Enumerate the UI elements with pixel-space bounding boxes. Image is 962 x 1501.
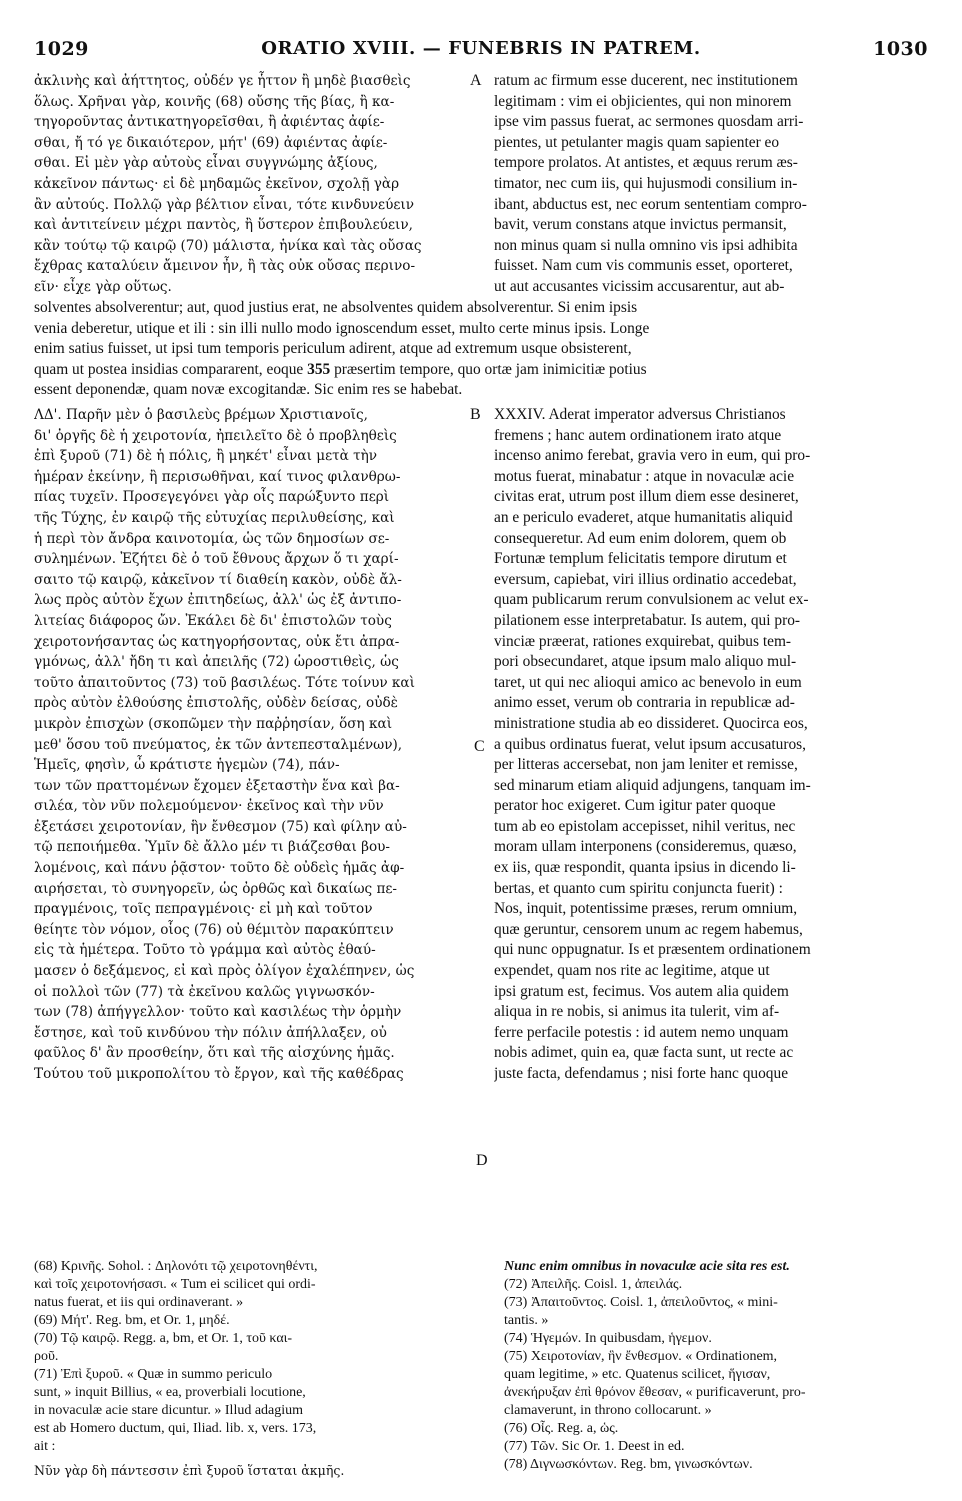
text-line: ut aut accusantes vicissim accusarentur, aut ab- [494, 277, 785, 295]
text-line: τῷ πεποιήμεθα. Ὑμῖν δὲ ἄλλο μέν τι βιάζεσθαι βου- [34, 839, 391, 856]
footnote-line: clamaverunt, in throno collocarunt. » [504, 1403, 712, 1418]
text-line: τοῦτο ἀπαιτοῦντος (73) τοῦ βασιλέως. Τότε τοίνυν καὶ [34, 674, 415, 691]
latin-full-width-text [34, 298, 928, 401]
text-line: civitas erat, utrum post illum diem esse desineret, [494, 488, 799, 506]
text-line: juste facta, defendamus ; nisi forte hanc quoque [494, 1065, 789, 1082]
text-line: sed minarum etiam aliquid adjungens, tanquam im- [494, 776, 811, 794]
footnote-line: (70) Τῷ καιρῷ. Regg. a, bm, et Or. 1, τοῦ και- [34, 1331, 293, 1346]
footnote-line: (78) Διγνωσκόντων. Reg. bm, γινωσκόντων. [504, 1457, 753, 1472]
footnote-line: natus fuerat, et iis qui ordinaverant. » [34, 1295, 244, 1310]
text-line: κἀκεῖνον πάντως· εἰ δὲ μηδαμῶς ἐκεῖνον, σχολῇ γὰρ [34, 175, 400, 192]
text-line: essent deponendæ, quam novæ excogitandæ. Sic enim res se habebat. [34, 381, 463, 399]
text-line: εῖν· εἶχε γὰρ οὕτως. [34, 278, 172, 295]
text-line: τηγοροῦντας ἀντικατηγορεῖσθαι, ἢ ἀφιέντας ἀφίε- [34, 114, 385, 131]
footnote-line: (77) Τῶν. Sic Or. 1. Deest in ed. [504, 1439, 685, 1454]
text-line: tempore prolatos. At antistes, et æquus rerum æs- [494, 154, 798, 172]
text-line: timator, nec cum iis, qui hujusmodi consilium in- [494, 174, 798, 192]
section-marker-d: D [476, 1152, 488, 1169]
text-line: pientes, ut petulanter magis quam sapienter eo [494, 133, 780, 151]
text-line: πίας τυχεῖν. Προσεγεγόνει γὰρ οἷς παρώξυντο περὶ [34, 489, 390, 506]
text-line: ex iis, quæ respondit, quanta ipsius in dicendo li- [494, 859, 796, 877]
section-marker-c: C [474, 738, 485, 755]
footnote-line: ἀνεκήρυξαν ἐπὶ θρόνον ἔθεσαν, « purificaverunt, pro- [504, 1385, 806, 1400]
text-line: ipsi gratum est, fecimus. Vos autem alia quidem [494, 982, 789, 1000]
text-line: Τούτου τοῦ μικροπολίτου τὸ ἔργον, καὶ τῆς καθέδρας [34, 1066, 404, 1082]
footnote-line: (69) Μήτ'. Reg. bm, et Or. 1, μηδέ. [34, 1313, 230, 1328]
text-line: Ἡμεῖς, φησὶν, ὦ κράτιστε ἡγεμὼν (74), πάν- [34, 757, 340, 774]
text-line: eversum, capiebat, viri illius ordinatio accedebat, [494, 570, 797, 588]
text-line: ἂν αὐτούς. Πολλῷ γὰρ βέλτιον εἶναι, τότε κινδυνεύειν [34, 196, 414, 213]
text-line: ἡμέραν ἐκείνην, ἢ περισωθῆναι, καί τινος φιλανθρω- [34, 468, 401, 485]
text-line: ἔχθρας καταλύειν ἄμεινον ἦν, ἢ τὰς οὐκ οὔσας περινο- [34, 258, 416, 275]
text-segment: quam ut postea insidias compararent, eoque [34, 360, 304, 378]
footnote-line: (76) Οἷς. Reg. a, ὡς. [504, 1421, 619, 1436]
text-line: μεθ' ὅσου τοῦ πνεύματος, ἐκ τῶν ἀντεπεσταλμένων), [34, 736, 403, 753]
text-line: ibant, abductus est, nec eorum sententiam compro- [494, 195, 807, 213]
text-line: ministratione studia ab eo dissideret. Quocirca eos, [494, 714, 808, 732]
footnote-line: (71) Ἐπὶ ξυροῦ. « Quæ in summo periculo [34, 1367, 273, 1382]
footnote-line: (68) Κρινῆς. Sohol. : Δηλονότι τῷ χειροτονηθέντι, [34, 1259, 318, 1274]
text-line: καὶ ἀντιτείνειν μέχρι παντὸς, ἢ ὕστερον ἐπιβουλεύειν, [34, 217, 413, 234]
text-line: a quibus ordinatus fuerat, velut ipsum accusaturos, [494, 735, 807, 753]
footnote-line: ait : [34, 1439, 56, 1454]
text-line: μικρὸν ἐπισχὼν (σκοπῶμεν τὴν παῤῥησίαν, ὅση καὶ [34, 715, 393, 732]
footnote-line: (75) Χειροτονίαν, ἣν ἔνθεσμον. « Ordinationem, [504, 1349, 778, 1364]
text-line: bavit, verum constans atque invictus permansit, [494, 216, 787, 234]
text-line: incenso animo ferebat, gravia vero in eum, qui pro- [494, 447, 811, 465]
text-line: των (78) ἀπήγγελλον· τοῦτο καὶ κασιλέως τὴν ὁρμὴν [34, 1004, 402, 1021]
text-line: δι' ὀργῆς δὲ ἡ χειροτονία, ἠπειλεῖτο δὲ ὁ προβληθεὶς [34, 427, 397, 444]
text-line: taret, ut qui nec alioqui amico ac benevolo in eum [494, 673, 802, 691]
text-line: φαῦλος δ' ἂν προσθείην, ὅτι καὶ τῆς αἰσχύνης ἡμᾶς. [34, 1045, 395, 1062]
text-line: λομένοις, καὶ πάνυ ῥᾷστον· τοῦτο δὲ οὐδεὶς ἡμᾶς ἀφ- [34, 860, 405, 877]
footnote-line: Νῦν γὰρ δὴ πάντεσσιν ἐπὶ ξυροῦ ἵσταται ἀκμῆς. [34, 1463, 345, 1478]
text-line: vinciæ præerat, rationes exquirebat, quibus tem- [494, 632, 792, 650]
footnote-line: (72) Ἀπειλῆς. Coisl. 1, ἀπειλάς. [504, 1277, 683, 1292]
text-line: σαιτο τῷ καιρῷ, κἀκεῖνον τί διαθείη κακὸν, οὐδὲ ἄλ- [34, 571, 402, 588]
text-line: ὅλως. Χρῆναι γὰρ, κοινῆς (68) οὔσης τῆς βίας, ἢ κα- [34, 93, 395, 110]
text-line: pilationem esse interpretabatur. Is autem, qui pro- [494, 611, 801, 629]
running-header [34, 38, 928, 68]
footnote-line: καὶ τοῖς χειροτονήσασι. « Tum ei scilicet qui ordi- [34, 1277, 316, 1292]
greek-column-a [34, 71, 472, 298]
text-line: των τῶν πραττομένων ἔχομεν ἐξεταστὴν ἕνα καὶ βα- [34, 777, 400, 794]
text-line: aliqua in re nobis, si animus ita tulerit, vim af- [494, 1003, 780, 1021]
footnote-line: est ab Homero ductum, qui, Iliad. lib. x, vers. 173, [34, 1421, 317, 1436]
text-line: κἂν τούτῳ τῷ καιρῷ (70) μάλιστα, ἡνίκα καὶ τὰς οὔσας [34, 237, 422, 254]
text-line: ἐξετάσει χειροτονίαν, ἣν ἔνθεσμον (75) καὶ φίλην αὐ- [34, 818, 407, 835]
text-line: πραγμένοις, τοῖς πεπραγμένοις· εἰ μὴ καὶ τοῦτον [34, 901, 373, 918]
text-line: fuisset. Nam cum vis communis esset, oporteret, [494, 257, 793, 275]
text-line: Nos, inquit, potentissime præses, rerum omnium, [494, 900, 798, 918]
text-line: qui nunc oppugnatur. Is et præsentem ordinationem [494, 941, 811, 959]
section-marker-b: B [470, 406, 481, 423]
text-line: τῆς Τύχης, ἐν καιρῷ τῆς εὐτυχίας περιλυθείσης, καὶ [34, 509, 395, 526]
section-marker-a: A [470, 72, 482, 89]
text-line: venia deberetur, utique et ili : sin illi nullo modo ignoscendum esset, multo certe minus ipsis. Longe [34, 319, 650, 337]
text-line: moram ullam interponens (consideremus, quæso, [494, 838, 797, 856]
text-line: μασεν ὁ δεξάμενος, εἰ καὶ πρὸς ὀλίγον ἐχαλέπηνεν, ὡς [34, 963, 415, 980]
text-line: αιρήσεται, τὸ συνηγορεῖν, ὡς ὀρθῶς καὶ δικαίως πε- [34, 880, 398, 897]
footnote-line: quam legitime, » etc. Quatenus scilicet, ἥγισαν, [504, 1367, 771, 1382]
text-line: ratum ac firmum esse ducerent, nec institutionem [494, 72, 798, 89]
footnote-line: ροῦ. [34, 1349, 59, 1364]
footnote-line: in novaculæ acie stare dicuntur. » Illud adagium [34, 1403, 304, 1418]
text-line: XXXIV. Aderat imperator adversus Christianos [494, 406, 786, 423]
text-line: χειροτονήσαντας ὡς κατηγορήσοντας, οὐκ ἔτι ἀπρα- [34, 633, 400, 650]
text-line: solventes absolverentur; aut, quod justius erat, ne absolventes quidem absolverentur. Si enim ipsis [34, 299, 638, 316]
page-number-left: 1029 [34, 38, 89, 60]
text-line: ipse vim passus fuerat, ac sermones quosdam arri- [494, 113, 804, 131]
text-line: consequeretur. Ad eum enim dolorem, quem ob [494, 529, 787, 547]
text-line: legitimam : vim ei objicientes, qui non minorem [494, 92, 792, 110]
text-segment: præsertim tempore, quo ortæ jam inimicitiæ potius [334, 360, 647, 378]
text-line: πρὸς αὐτὸν ἐλθούσης ἐπιστολῆς, οὐδὲν δείσας, οὐδὲ [34, 695, 398, 712]
text-line: ἡ περὶ τὸν ἄνδρα καινοτομία, ὡς τῶν δημοσίων σε- [34, 530, 390, 547]
text-line: συλημένων. Ἐζήτει δὲ ὁ τοῦ ἔθνους ἄρχων ὅ τι χαρί- [34, 551, 399, 568]
text-line: εἰς τὰ ἡμέτερα. Τοῦτο τὸ γράμμα καὶ αὐτὸς ἐθαύ- [34, 942, 376, 959]
text-line: tum ab eo epistolam accepisset, nihil veritus, nec [494, 817, 796, 835]
text-line: θείητε τὸν νόμον, οἷος (76) οὐ θέμιτὸν παρακύπτειν [34, 921, 394, 938]
column-number: 355 [307, 360, 331, 378]
footnotes-left [34, 1258, 474, 1480]
text-line: Fortunæ templum felicitatis tempore dirutum et [494, 550, 787, 568]
text-line: σθαι. Εἰ μὲν γὰρ αὐτοὺς εἶναι συγγνώμης ἀξίους, [34, 155, 378, 172]
text-line [34, 360, 928, 381]
text-line: non minus quam si nulla omnino vis ipsi adhibita [494, 236, 798, 254]
text-line: γμόνως, ἀλλ' ἤδη τι καὶ ἀπειλῆς (72) ὡροστιθεὶς, ὡς [34, 654, 399, 671]
text-line: perator hoc exigeret. Cum igitur pater quoque [494, 797, 776, 815]
footnote-line: sunt, » inquit Billius, « ea, proverbiali locutione, [34, 1385, 306, 1400]
text-line: bertas, et quanto cum spiritu conjuncta fuerit) : [494, 879, 783, 897]
text-line: an e periculo evaderet, atque humanitatis aliquid [494, 508, 793, 526]
greek-column-b [34, 405, 472, 1085]
text-line: ἀκλινὴς καὶ ἀήττητος, οὐδέν γε ἧττον ἢ μηδὲ βιασθεὶς [34, 73, 411, 89]
text-line: quam publicarum rerum convulsionem ac velut ex- [494, 591, 809, 609]
text-line: ἐπὶ ξυροῦ (71) δὲ ἡ πόλις, ἢ μηκέτ' εἶναι μετὰ τὴν [34, 448, 378, 465]
footnote-line: (74) Ἡγεμών. In quibusdam, ἡγεμον. [504, 1331, 712, 1346]
text-line: σιλέα, τὸν νῦν πολεμούμενον· ἐκεῖνος καὶ τὴν νῦν [34, 798, 384, 815]
text-line: λιτείας διάφορος ὤν. Ἐκάλει δὲ δι' ἐπιστολῶν τοὺς [34, 612, 392, 629]
text-line: λως πρὸς αὐτὸν ἔχων ἐπιτηδείως, ἀλλ' ὡς ἐξ ἀντιπο- [34, 592, 402, 609]
footnotes-right [504, 1258, 930, 1474]
running-title: ORATIO XVIII. — FUNEBRIS IN PATREM. [261, 38, 701, 59]
text-line: animo esset, verum ob contraria in republicæ ad- [494, 694, 795, 712]
text-line: pori obsecundaret, atque ipsum malo aliquo mul- [494, 653, 797, 671]
latin-column-b [494, 405, 930, 1085]
text-line: per litteras accersebat, non jam leniter et remisse, [494, 756, 798, 774]
footnote-line: Nunc enim omnibus in novaculæ acie sita res est. [504, 1259, 790, 1274]
text-line: motus fuerat, minabatur : atque in novaculæ acie [494, 467, 795, 485]
text-line: ΛΔ'. Παρῆν μὲν ὁ βασιλεὺς βρέμων Χριστιανοῖς, [34, 407, 368, 423]
text-line: ἔστησε, καὶ τοῦ κινδύνου τὴν πόλιν ἀπήλλαξεν, οὐ [34, 1024, 387, 1041]
text-line: ferre perfacile potestis : id autem nemo unquam [494, 1023, 789, 1041]
text-line: expendet, quam nos rite ac legitime, atque ut [494, 962, 770, 980]
text-line: οἱ πολλοὶ τῶν (77) τὰ ἐκεῖνου καλῶς γιγνωσκόν- [34, 983, 375, 1000]
page-number-right: 1030 [873, 38, 928, 60]
latin-column-a [494, 71, 930, 298]
text-line: σθαι, ἤ τό γε δικαιότερον, μήτ' (69) ἀφιέντας ἀφίε- [34, 134, 388, 151]
text-line: fremens ; hanc autem ordinationem irato atque [494, 426, 782, 444]
text-line: enim satius fuisset, ut ipsi tum temporis periculum adirent, atque ad extremum usque obsisterent, [34, 340, 632, 358]
footnote-line: (73) Ἀπαιτοῦντος. Coisl. 1, ἀπειλοῦντος, « mini- [504, 1295, 778, 1310]
footnote-line: tantis. » [504, 1313, 549, 1328]
text-line: nobis adimet, quin ea, quæ facta sunt, ut recte ac [494, 1044, 794, 1062]
text-line: quæ geruntur, censorem unum ac regem habemus, [494, 920, 803, 938]
